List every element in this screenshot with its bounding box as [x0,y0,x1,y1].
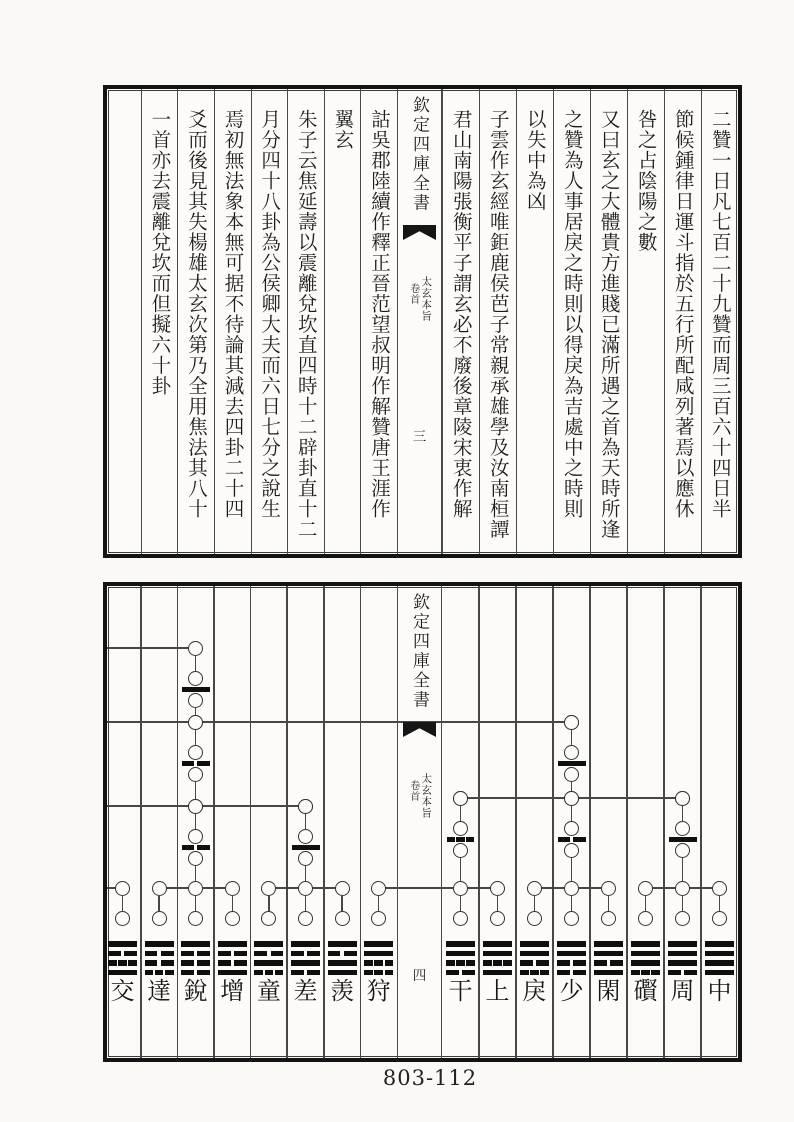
tree-vertical-line [195,656,197,671]
tree-node-circle [675,881,690,896]
tetragram-line-交 [108,960,137,966]
tree-vertical-line [195,814,197,829]
line-symbol-three-segment [447,837,475,842]
leaf-stem-line [682,896,684,911]
column-text: 焉初無法象本無可据不待論其減去四卦二十四 [221,109,245,519]
tetragram-line-干 [446,951,475,957]
leaf-node-circle [601,911,616,926]
leaf-node-circle [453,911,468,926]
tree-node-circle [527,881,542,896]
tetragram-line-戾 [520,951,549,957]
leaf-node-circle [371,911,386,926]
tetragram-line-童 [254,970,283,976]
tree-node-circle [712,881,727,896]
line-symbol-solid [558,761,586,766]
tree-node-circle [453,791,468,806]
tree-node-circle [453,821,468,836]
banxin-book-title: 太玄本旨 [420,773,433,819]
tetragram-line-增 [218,970,247,976]
leaf-node-circle [115,911,130,926]
text-column-1 [701,89,738,554]
head-label-中: 中 [707,977,732,1005]
head-label-交: 交 [110,977,135,1005]
tree-node-circle [371,881,386,896]
tetragram-line-銳 [181,941,210,947]
tree-node-circle [298,851,313,866]
tree-node-circle [564,881,579,896]
head-label-達: 達 [147,977,172,1005]
tetragram-line-交 [108,941,137,947]
tetragram-line-差 [291,951,320,957]
tree-vertical-line [682,806,684,821]
head-label-戾: 戾 [522,977,547,1005]
banxin-page-number: 四 [412,968,427,984]
leaf-stem-line [122,896,124,911]
tree-node-circle [335,881,350,896]
banxin-subtitle [398,276,441,322]
column-text: 月分四十八卦為公侯卿大夫而六日七分之說生 [258,109,282,519]
text-column-4 [590,89,627,554]
text-column-9 [360,89,397,554]
column-text: 二贊一日凡七百二十九贊而周三百六十四日半 [708,109,732,519]
tetragram-line-差 [291,941,320,947]
line-symbol-solid [292,845,320,850]
tree-node-circle [675,821,690,836]
tetragram-line-銳 [181,951,210,957]
head-label-童: 童 [256,977,281,1005]
tree-node-circle [564,767,579,782]
tree-node-circle [675,843,690,858]
tetragram-line-少 [557,960,586,966]
bottom-banxin-column [397,586,442,1058]
text-column-5 [553,89,590,554]
tree-node-circle [638,881,653,896]
tetragram-line-上 [483,951,512,957]
tree-node-circle [564,745,579,760]
tetragram-line-周 [668,970,697,976]
tetragram-line-閑 [594,941,623,947]
banxin-section: 卷首 [407,283,419,305]
tetragram-line-周 [668,941,697,947]
tree-vertical-line [195,730,197,745]
tetragram-line-礥 [631,960,660,966]
tetragram-line-童 [254,951,283,957]
head-label-礥: 礥 [633,977,658,1005]
zhou-level-line [107,721,572,723]
tetragram-line-差 [291,960,320,966]
tree-node-circle [188,693,203,708]
tree-vertical-line [571,730,573,745]
tetragram-line-中 [705,970,734,976]
banxin-page-number: 三 [412,429,427,445]
leaf-stem-line [534,896,536,911]
leaf-node-circle [527,911,542,926]
column-text: 咎之占陰陽之數 [634,109,658,253]
tree-node-circle [564,821,579,836]
tetragram-line-增 [218,960,247,966]
banxin-title: 欽定四庫全書 [409,96,429,213]
tetragram-line-閑 [594,951,623,957]
tetragram-line-達 [145,970,174,976]
tetragram-line-少 [557,970,586,976]
tree-node-circle [115,881,130,896]
xuan-level-line [107,647,196,649]
tree-node-circle [188,851,203,866]
leaf-stem-line [305,896,307,911]
leaf-stem-line [460,896,462,911]
tetragram-line-狩 [364,970,393,976]
leaf-node-circle [712,911,727,926]
leaf-node-circle [152,911,167,926]
tetragram-line-差 [291,970,320,976]
tetragram-line-增 [218,941,247,947]
tree-node-circle [564,715,579,730]
text-column-14 [177,89,214,554]
column-text: 詁吳郡陸續作釋正晉范望叔明作解贊唐王涯作 [367,109,391,519]
tetragram-line-童 [254,941,283,947]
text-column-15 [141,89,178,554]
column-text: 翼玄 [331,109,355,150]
leaf-node-circle [638,911,653,926]
column-text: 君山南陽張衡平子謂玄必不廢後章陵宋衷作解 [449,109,473,519]
banxin-section: 卷首 [407,780,419,802]
tetragram-line-交 [108,951,137,957]
column-text: 朱子云焦延壽以震離兌坎直四時十二辟卦直十二 [294,109,318,540]
tetragram-line-閑 [594,960,623,966]
tree-node-circle [188,641,203,656]
tetragram-line-狩 [364,960,393,966]
leaf-stem-line [158,896,160,911]
tree-node-circle [298,799,313,814]
text-column-8 [442,89,479,554]
tree-node-circle [188,799,203,814]
head-label-差: 差 [293,977,318,1005]
tree-vertical-line [460,806,462,821]
leaf-node-circle [335,911,350,926]
line-symbol-solid [669,837,697,842]
tetragram-line-達 [145,951,174,957]
head-label-增: 增 [220,977,245,1005]
tetragram-line-戾 [520,941,549,947]
tree-node-circle [188,715,203,730]
tetragram-line-達 [145,960,174,966]
leaf-stem-line [341,896,343,911]
tetragram-line-周 [668,951,697,957]
tree-node-circle [188,829,203,844]
leaf-node-circle [188,911,203,926]
head-label-狩: 狩 [366,977,391,1005]
column-text: 以失中為凶 [523,109,547,212]
text-column-12 [251,89,288,554]
tetragram-line-銳 [181,960,210,966]
tree-node-circle [188,767,203,782]
line-symbol-two-segment [558,837,586,842]
tetragram-line-中 [705,960,734,966]
head-label-周: 周 [670,977,695,1005]
leaf-stem-line [378,896,380,911]
tree-node-circle [225,881,240,896]
tetragram-line-童 [254,960,283,966]
tetragram-line-干 [446,941,475,947]
leaf-stem-line [195,896,197,911]
column-text: 爻而後見其失楊雄太玄次第乃全用焦法其八十 [184,109,208,519]
leaf-node-circle [298,911,313,926]
leaf-node-circle [564,911,579,926]
leaf-stem-line [268,896,270,911]
text-column-16 [107,89,144,554]
tree-node-circle [298,829,313,844]
leaf-node-circle [675,911,690,926]
leaf-node-circle [490,911,505,926]
text-column-7 [479,89,516,554]
tetragram-line-周 [668,960,697,966]
tetragram-line-礥 [631,941,660,947]
tetragram-line-交 [108,970,137,976]
tetragram-line-狩 [364,941,393,947]
tetragram-line-上 [483,941,512,947]
tree-node-circle [564,791,579,806]
leaf-stem-line [645,896,647,911]
tree-node-circle [188,745,203,760]
tree-node-circle [564,843,579,858]
tetragram-line-干 [446,970,475,976]
fishtail-icon [403,722,436,737]
tetragram-line-達 [145,941,174,947]
fishtail-icon [403,225,436,240]
tetragram-line-戾 [520,960,549,966]
tetragram-line-羡 [328,960,357,966]
tree-node-circle [188,671,203,686]
tetragram-line-羡 [328,941,357,947]
leaf-node-circle [225,911,240,926]
tetragram-line-銳 [181,970,210,976]
tetragram-line-閑 [594,970,623,976]
top-text-panel [103,85,742,558]
top-banxin-column [397,89,442,554]
tetragram-line-干 [446,960,475,966]
tetragram-line-上 [483,970,512,976]
head-label-羡: 羡 [330,977,355,1005]
column-text: 子雲作玄經唯鉅鹿侯芭子常親承雄學及汝南桓譚 [486,109,510,540]
leaf-stem-line [719,896,721,911]
head-label-閑: 閑 [596,977,621,1005]
bu-level-line [107,805,306,807]
tree-vertical-line [571,806,573,821]
tetragram-line-狩 [364,951,393,957]
text-column-10 [324,89,361,554]
tetragram-line-中 [705,951,734,957]
text-column-3 [627,89,664,554]
tree-node-circle [261,881,276,896]
taixuan-diagram-panel [103,582,742,1062]
leaf-stem-line [571,896,573,911]
tetragram-line-礥 [631,951,660,957]
line-symbol-two-segment [182,761,210,766]
tetragram-line-少 [557,941,586,947]
text-column-13 [214,89,251,554]
text-column-2 [664,89,701,554]
leaf-node-circle [261,911,276,926]
tetragram-line-戾 [520,970,549,976]
tetragram-line-中 [705,941,734,947]
leaf-stem-line [232,896,234,911]
tree-vertical-line [305,814,307,829]
folio-number: 803-112 [382,1066,478,1090]
tree-node-circle [675,791,690,806]
line-symbol-two-segment [182,845,210,850]
head-label-銳: 銳 [183,977,208,1005]
column-text: 之贊為人事居戾之時則以得戾為吉處中之時則 [560,109,584,519]
tree-node-circle [601,881,616,896]
banxin-title: 欽定四庫全書 [409,593,429,710]
tree-node-circle [453,881,468,896]
tetragram-line-礥 [631,970,660,976]
tree-node-circle [298,881,313,896]
tetragram-line-少 [557,951,586,957]
head-label-少: 少 [559,977,584,1005]
tetragram-line-羡 [328,970,357,976]
text-column-11 [287,89,324,554]
leaf-stem-line [608,896,610,911]
text-column-6 [516,89,553,554]
tree-node-circle [453,843,468,858]
leaf-stem-line [497,896,499,911]
column-text: 一首亦去震離兌坎而但擬六十卦 [148,109,172,396]
tree-node-circle [490,881,505,896]
column-text: 節候鍾律日運斗指於五行所配咸列著焉以應休 [671,109,695,519]
head-label-干: 干 [448,977,473,1005]
head-label-上: 上 [485,977,510,1005]
tetragram-line-羡 [328,951,357,957]
banxin-book-title: 太玄本旨 [420,276,433,322]
line-symbol-solid [182,687,210,692]
tetragram-line-增 [218,951,247,957]
column-text: 又曰玄之大體貴方進賤已滿所遇之首為天時所逢 [597,109,621,540]
banxin-subtitle [398,773,441,819]
tree-node-circle [152,881,167,896]
tetragram-line-上 [483,960,512,966]
tree-node-circle [188,881,203,896]
